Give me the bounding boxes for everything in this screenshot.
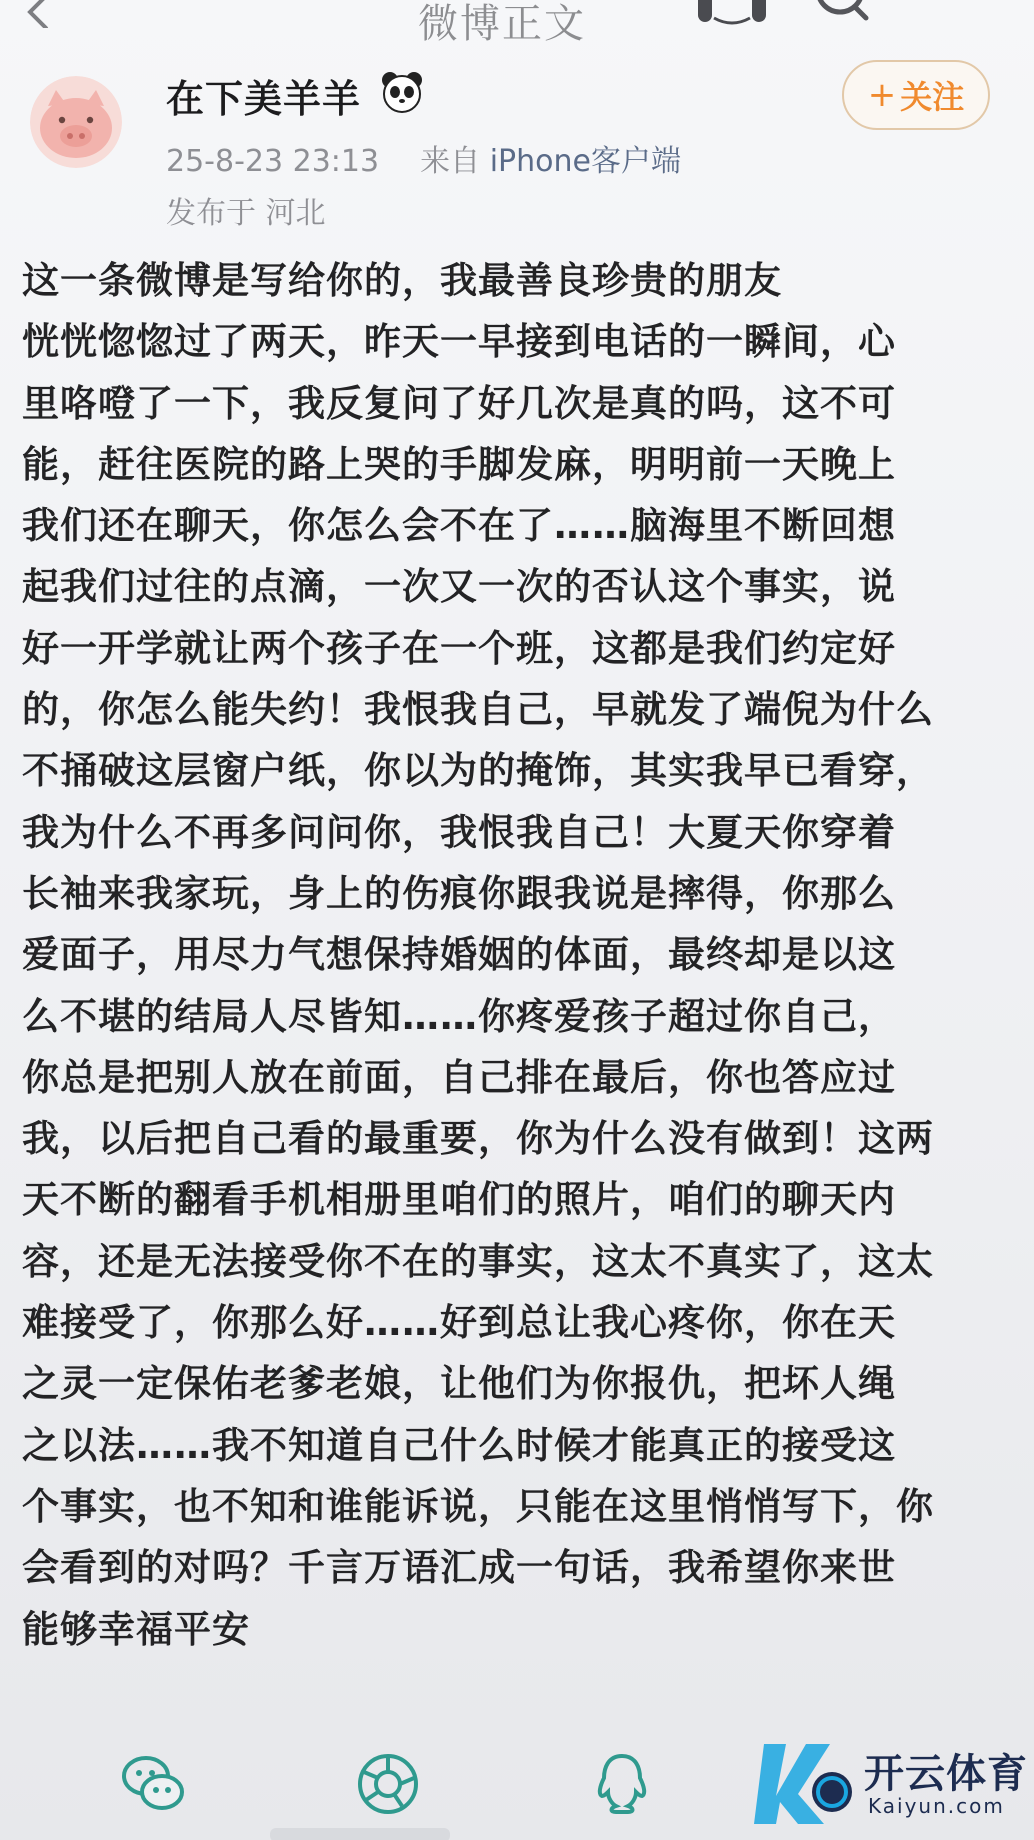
post-text-line: 会看到的对吗？千言万语汇成一句话，我希望你来世 [22,1546,896,1590]
post-text-line: 难接受了，你那么好……好到总让我心疼你，你在天 [22,1301,896,1345]
search-icon[interactable] [812,0,872,22]
post-text-line: 我为什么不再多问问你，我恨我自己！大夏天你穿着 [22,810,896,854]
qq-icon[interactable] [586,1748,658,1820]
post-text-line: 不捅破这层窗户纸，你以为的掩饰，其实我早已看穿， [22,749,934,793]
share-label-placeholder [270,1828,450,1840]
watermark-brand: 开云体育 [864,1751,1028,1797]
post-location: 发布于 河北 [166,196,326,231]
post-text-line: 这一条微博是写给你的，我最善良珍贵的朋友 [22,259,782,302]
post-body [22,250,1002,1660]
page-title: 微博正文 [418,1,586,47]
watermark [746,1736,1034,1832]
post-date: 25-8-23 23:13 [166,144,380,179]
follow-button[interactable] [842,60,990,130]
post-text-line: 起我们过往的点滴，一次又一次的否认这个事实，说 [22,565,896,609]
post-text-line: 我，以后把自己看的最重要，你为什么没有做到！这两 [22,1117,934,1161]
headphone-listen-icon[interactable] [692,0,772,28]
post-text-line: 之灵一定保佑老爹老娘，让他们为你报仇，把坏人绳 [22,1362,896,1406]
moments-icon[interactable] [352,1748,424,1820]
post-text-line: 好一开学就让两个孩子在一个班，这都是我们约定好 [22,626,896,670]
follow-label: 关注 [900,78,965,116]
post-text-line: 之以法……我不知道自己什么时候才能真正的接受这 [22,1423,896,1467]
panda-emoji-icon [380,70,424,114]
source-prefix: 来自 [420,144,481,179]
wechat-icon[interactable] [118,1748,190,1820]
post-text-line: 里咯噔了一下，我反复问了好几次是真的吗，这不可 [22,381,896,425]
plus-icon: + [867,75,897,115]
source-client[interactable]: iPhone客户端 [489,144,681,179]
avatar[interactable] [30,76,122,168]
post-text-line: 你总是把别人放在前面，自己排在最后，你也答应过 [22,1055,896,1099]
username[interactable]: 在下美羊羊 [166,77,362,121]
post-text-line: 么不堪的结局人尽皆知……你疼爱孩子超过你自己， [22,994,896,1038]
kaiyun-logo-icon [746,1736,866,1832]
post-meta [166,136,681,180]
post-text-line: 能够幸福平安 [22,1607,250,1651]
watermark-url: Kaiyun.com [868,1794,1005,1818]
post-text-line: 容，还是无法接受你不在的事实，这太不真实了，这太 [22,1239,934,1283]
post-text-line: 长袖来我家玩，身上的伤痕你跟我说是摔得，你那么 [22,871,896,915]
post-text-line: 我们还在聊天，你怎么会不在了……脑海里不断回想 [22,504,896,548]
post-text-line: 爱面子，用尽力气想保持婚姻的体面，最终却是以这 [22,933,896,977]
post-text-line: 能，赶往医院的路上哭的手脚发麻，明明前一天晚上 [22,442,896,486]
post-text-line: 天不断的翻看手机相册里咱们的照片，咱们的聊天内 [22,1178,896,1222]
back-arrow-icon[interactable] [22,0,56,28]
top-nav-bar [0,0,1034,47]
post-text-line: 的，你怎么能失约！我恨我自己，早就发了端倪为什么 [22,688,934,732]
post-text-line: 个事实，也不知和谁能诉说，只能在这里悄悄写下，你 [22,1484,934,1528]
post-text-line: 恍恍惚惚过了两天，昨天一早接到电话的一瞬间，心 [22,320,896,364]
